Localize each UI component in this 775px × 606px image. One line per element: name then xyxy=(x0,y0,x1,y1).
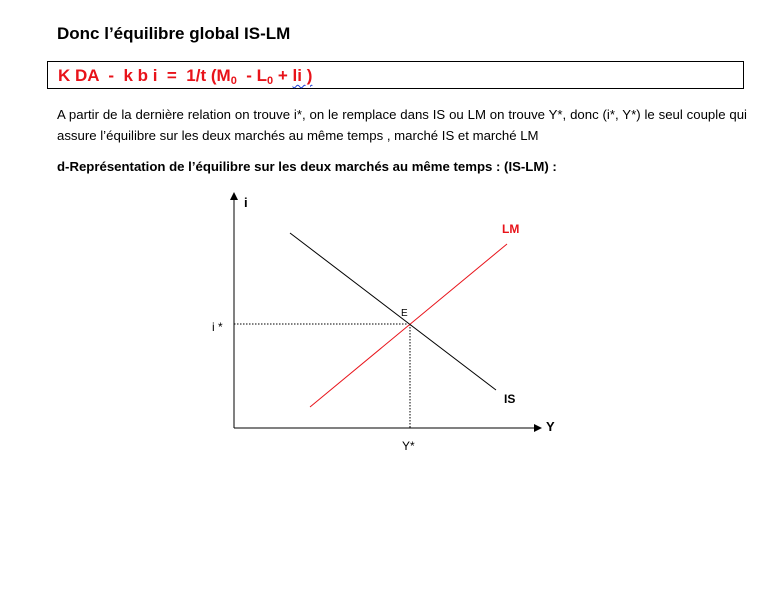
formula-part-1: K DA - k b i = 1/t (M xyxy=(58,66,231,85)
i-star-label: i * xyxy=(212,320,223,334)
formula-subscript-1: 0 xyxy=(230,75,237,87)
lm-curve xyxy=(310,244,507,407)
is-label: IS xyxy=(504,392,516,406)
page-title: Donc l’équilibre global IS-LM xyxy=(57,24,291,43)
formula-part-3: + xyxy=(273,66,293,85)
formula-part-li: li ) xyxy=(292,66,313,85)
formula-subscript-2: 0 xyxy=(267,75,274,87)
y-axis-label: i xyxy=(244,195,248,210)
is-curve xyxy=(290,233,496,390)
y-star-label: Y* xyxy=(402,439,415,453)
formula-part-2: - L xyxy=(236,66,268,85)
x-axis-label: Y xyxy=(546,419,555,434)
section-heading: d-Représentation de l’équilibre sur les deux marchés au même temps : (IS-LM) : xyxy=(57,159,557,174)
equilibrium-label: E xyxy=(401,308,408,319)
explanation-paragraph: A partir de la dernière relation on trouve i*, on le remplace dans IS ou LM on trouve Y*, donc (i*, Y*) le seul couple qui assure l’équilibre sur les deux marchés au même temps , marché IS et marché LM xyxy=(57,107,747,143)
lm-label: LM xyxy=(502,222,520,236)
